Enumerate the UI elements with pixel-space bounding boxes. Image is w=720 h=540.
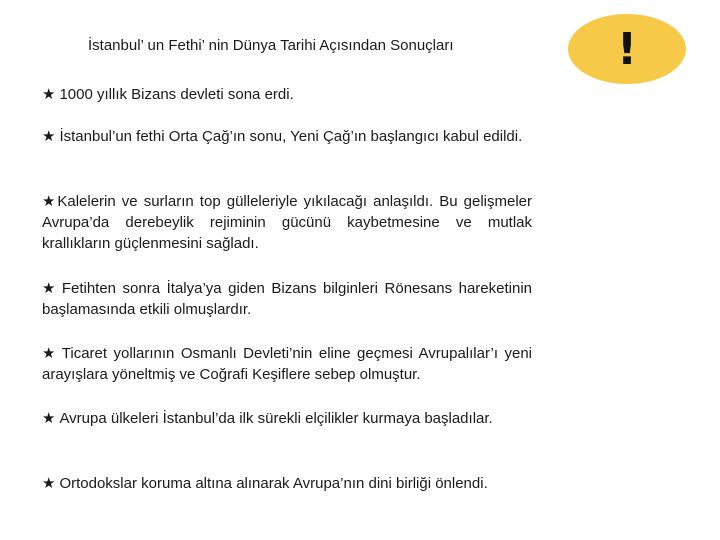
bullet-text: Fetihten sonra İtalya’ya giden Bizans bilginleri Rönesans hareketinin başlamasında etkili olmuşlardır. <box>42 280 532 318</box>
star-icon: ★ <box>42 128 56 145</box>
bullet-text: Avrupa ülkeleri İstanbul’da ilk sürekli elçilikler kurmaya başladılar. <box>59 410 493 427</box>
star-icon: ★ <box>42 193 58 210</box>
bullet-text: 1000 yıllık Bizans devleti sona erdi. <box>59 86 294 103</box>
bullet-item <box>42 408 532 429</box>
star-icon: ★ <box>42 345 58 362</box>
bullet-text: Kalelerin ve surların top gülleleriyle yıkılacağı anlaşıldı. Bu gelişmeler Avrupa’da derebeylik rejiminin gücünü kaybetmesine ve mutlak krallıkların güçlenmesini sağladı. <box>42 193 532 252</box>
star-icon: ★ <box>42 475 56 492</box>
star-icon: ★ <box>42 410 56 427</box>
star-icon: ★ <box>42 280 58 297</box>
bullet-item <box>42 473 532 494</box>
bullet-text: Ortodokslar koruma altına alınarak Avrupa’nın dini birliği önlendi. <box>59 475 488 492</box>
bullet-item <box>42 343 532 385</box>
exclamation-icon: ! <box>616 24 638 75</box>
bullet-text: Ticaret yollarının Osmanlı Devleti’nin eline geçmesi Avrupalılar’ı yeni arayışlara yöneltmiş ve Coğrafi Keşiflere sebep olmuştur. <box>42 345 532 383</box>
bullet-text: İstanbul’un fethi Orta Çağ’ın sonu, Yeni Çağ’ın başlangıcı kabul edildi. <box>59 128 523 145</box>
bullet-item <box>42 278 532 320</box>
star-icon: ★ <box>42 86 56 103</box>
exclamation-badge-icon <box>568 14 686 84</box>
bullet-item <box>42 126 532 147</box>
bullet-item <box>42 84 532 105</box>
bullet-item <box>42 191 532 254</box>
slide-title: İstanbul’ un Fethi’ nin Dünya Tarihi Açısından Sonuçları <box>88 37 454 54</box>
